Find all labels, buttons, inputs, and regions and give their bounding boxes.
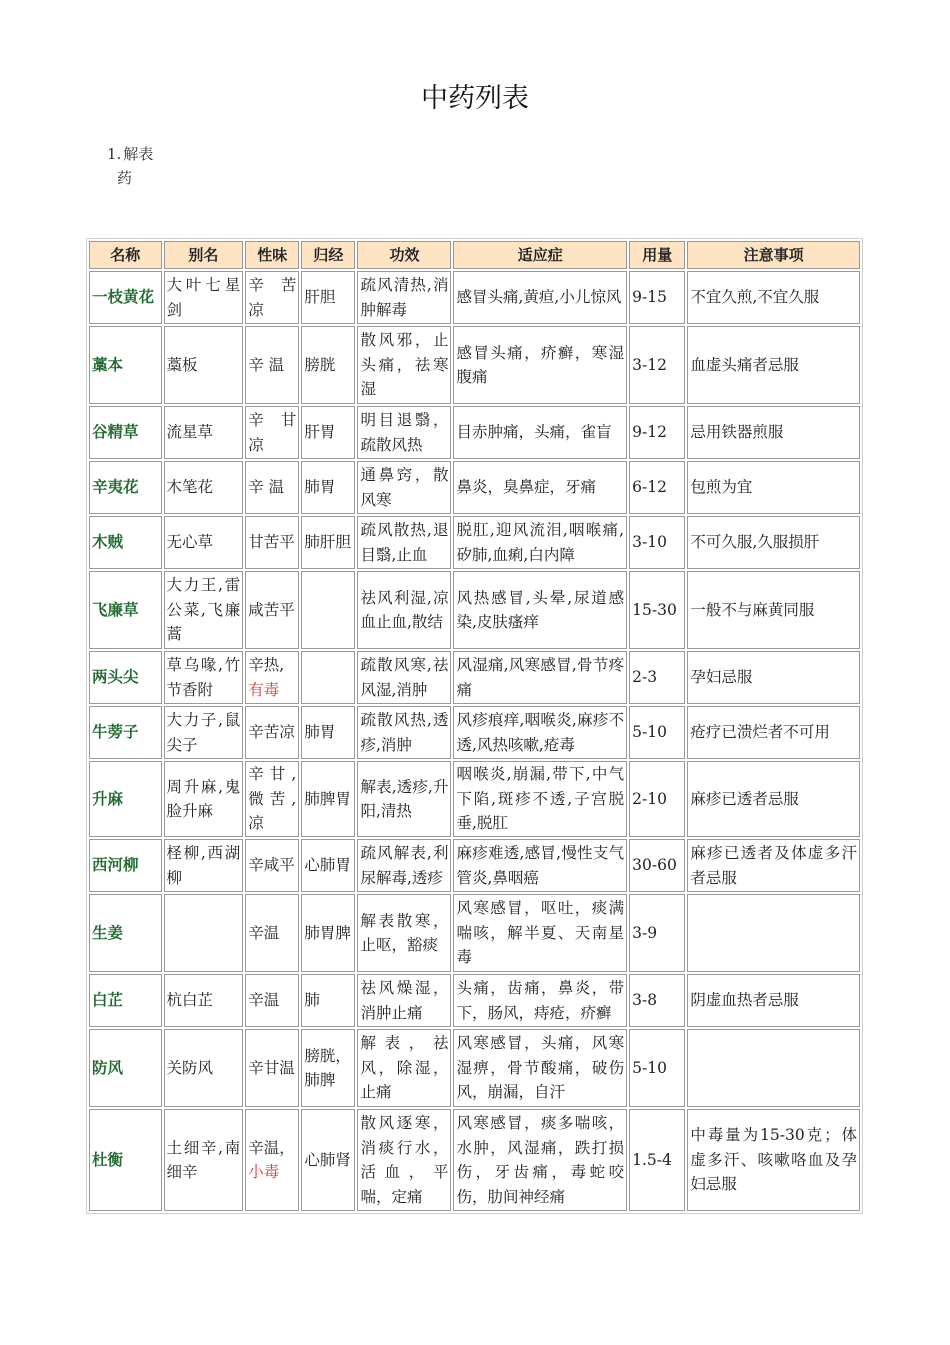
cell-effect [357, 406, 451, 459]
cell-nature [245, 461, 299, 514]
cell-indication [453, 706, 627, 759]
cell-meridian-text: 肝胆 [304, 288, 336, 307]
cell-meridian [301, 571, 355, 649]
cell-caution [687, 571, 860, 649]
cell-nature [245, 326, 299, 404]
header-effect: 功效 [357, 241, 451, 269]
cell-nature [245, 516, 299, 569]
cell-indication-text: 风寒感冒，头痛，风寒湿痹，骨节酸痛，破伤风，崩漏，自汗 [456, 1034, 625, 1102]
herb-table [86, 238, 863, 1214]
cell-dosage-text: 5-10 [632, 723, 667, 742]
cell-effect-text: 疏风清热,消肿解毒 [360, 276, 449, 319]
cell-effect [357, 974, 451, 1027]
cell-indication [453, 1029, 627, 1107]
cell-nature [245, 706, 299, 759]
cell-name [89, 894, 162, 972]
cell-alias-text: 杭白芷 [166, 991, 214, 1010]
table-row [89, 516, 860, 569]
cell-name-text: 藁本 [92, 355, 124, 374]
cell-alias-text: 关防风 [166, 1058, 214, 1077]
cell-nature-text: 辛温， [248, 1138, 295, 1157]
cell-dosage-text: 30-60 [632, 856, 677, 875]
cell-caution [687, 706, 860, 759]
cell-caution-text: 包煎为宜 [690, 478, 753, 497]
cell-caution-text: 一般不与麻黄同服 [690, 600, 815, 619]
cell-indication [453, 651, 627, 704]
cell-effect-text: 明目退翳，疏散风热 [360, 411, 449, 454]
cell-caution [687, 461, 860, 514]
cell-meridian [301, 271, 355, 324]
cell-name-text: 升麻 [92, 789, 124, 808]
cell-dosage-text: 2-3 [632, 668, 658, 687]
section-title-line1: 解表 [123, 145, 154, 163]
cell-effect [357, 706, 451, 759]
cell-indication [453, 761, 627, 837]
cell-effect [357, 1029, 451, 1107]
cell-indication-text: 风湿痛,风寒感冒,骨节疼痛 [456, 656, 625, 699]
cell-indication [453, 974, 627, 1027]
cell-indication [453, 1109, 627, 1211]
cell-meridian [301, 706, 355, 759]
cell-alias [164, 1109, 244, 1211]
cell-dosage [629, 516, 685, 569]
cell-effect-text: 疏风散热,退目翳,止血 [360, 521, 449, 564]
cell-effect [357, 461, 451, 514]
cell-alias [164, 406, 244, 459]
page-title: 中药列表 [421, 83, 529, 114]
cell-dosage-text: 2-10 [632, 789, 667, 808]
cell-effect [357, 571, 451, 649]
cell-alias-text: 流星草 [166, 423, 214, 442]
cell-nature [245, 1029, 299, 1107]
cell-alias [164, 974, 244, 1027]
cell-name [89, 326, 162, 404]
cell-indication [453, 326, 627, 404]
cell-dosage [629, 839, 685, 892]
cell-alias [164, 706, 244, 759]
cell-indication [453, 461, 627, 514]
cell-alias [164, 271, 244, 324]
cell-caution [687, 326, 860, 404]
cell-caution-text: 不宜久煎,不宜久服 [690, 288, 820, 307]
cell-indication-text: 感冒头痛，疥癣，寒湿腹痛 [456, 343, 625, 386]
cell-alias [164, 839, 244, 892]
cell-dosage [629, 894, 685, 972]
cell-name [89, 406, 162, 459]
cell-name [89, 706, 162, 759]
cell-nature-text: 辛甘温 [248, 1058, 295, 1077]
cell-indication-text: 咽喉炎,崩漏,带下,中气下陷,斑疹不透,子宫脱垂,脱肛 [456, 765, 625, 833]
cell-indication-text: 感冒头痛,黄疸,小儿惊风 [456, 288, 622, 307]
cell-caution-text: 不可久服,久服损肝 [690, 533, 820, 552]
cell-dosage-text: 5-10 [632, 1058, 667, 1077]
cell-indication [453, 516, 627, 569]
cell-name-text: 牛蒡子 [92, 723, 139, 742]
cell-effect-text: 解表，祛风，除湿，止痛 [360, 1034, 449, 1102]
cell-caution [687, 651, 860, 704]
header-alias: 别名 [164, 241, 244, 269]
cell-indication-text: 麻疹难透,感冒,慢性支气管炎,鼻咽癌 [456, 844, 625, 887]
toxicity-note: 有毒 [248, 680, 280, 699]
cell-nature [245, 271, 299, 324]
table-body [89, 271, 860, 1211]
cell-nature-text: 辛苦凉 [248, 723, 295, 742]
cell-dosage [629, 571, 685, 649]
cell-meridian [301, 651, 355, 704]
cell-name [89, 1109, 162, 1211]
cell-name-text: 白芷 [92, 991, 124, 1010]
cell-nature-text: 咸苦平 [248, 600, 295, 619]
cell-caution [687, 271, 860, 324]
cell-indication-text: 风寒感冒，痰多喘咳，水肿，风湿痛，跌打损伤，牙齿痛，毒蛇咬伤，肋间神经痛 [456, 1114, 625, 1206]
cell-name [89, 461, 162, 514]
cell-meridian [301, 761, 355, 837]
cell-effect-text: 通鼻窍，散风寒 [360, 466, 449, 509]
cell-dosage-text: 1.5-4 [632, 1150, 672, 1169]
cell-effect [357, 1109, 451, 1211]
cell-name [89, 516, 162, 569]
cell-indication-text: 风热感冒,头晕,尿道感染,皮肤瘙痒 [456, 588, 625, 631]
cell-nature-text: 辛热, [248, 656, 285, 674]
table-row [89, 894, 860, 972]
cell-meridian-text: 心肺肾 [304, 1150, 351, 1169]
cell-dosage [629, 706, 685, 759]
cell-nature [245, 1109, 299, 1211]
cell-meridian-text: 肺胃 [304, 723, 336, 742]
cell-alias-text: 周升麻,鬼脸升麻 [166, 777, 241, 820]
cell-meridian [301, 406, 355, 459]
cell-indication-text: 风寒感冒，呕吐，痰满喘咳，解半夏、天南星毒 [456, 899, 625, 967]
cell-name-text: 木贼 [92, 533, 124, 552]
table-row [89, 406, 860, 459]
cell-caution [687, 974, 860, 1027]
cell-caution [687, 406, 860, 459]
cell-caution [687, 516, 860, 569]
cell-nature-text: 辛 温 [248, 478, 285, 497]
cell-name-text: 杜衡 [92, 1150, 124, 1169]
cell-dosage-text: 9-12 [632, 423, 667, 442]
cell-effect-text: 解表,透疹,升阳,清热 [360, 777, 449, 820]
cell-meridian [301, 1109, 355, 1211]
cell-meridian-text: 肺肝胆 [304, 533, 351, 552]
cell-nature-text: 辛 苦凉 [248, 276, 297, 319]
table-row [89, 461, 860, 514]
cell-dosage [629, 271, 685, 324]
cell-alias-text: 柽柳,西湖柳 [166, 844, 241, 887]
cell-effect-text: 祛风利湿,凉血止血,散结 [360, 588, 449, 631]
cell-nature [245, 839, 299, 892]
cell-effect-text: 散风逐寒，消痰行水，活血，平喘，定痛 [360, 1114, 449, 1206]
cell-name [89, 271, 162, 324]
cell-dosage [629, 651, 685, 704]
cell-caution [687, 761, 860, 837]
cell-alias [164, 516, 244, 569]
cell-effect [357, 516, 451, 569]
cell-name [89, 974, 162, 1027]
cell-caution [687, 839, 860, 892]
cell-caution-text: 麻疹已透者忌服 [690, 789, 799, 808]
cell-name [89, 761, 162, 837]
cell-dosage-text: 3-10 [632, 533, 667, 552]
table-row [89, 1029, 860, 1107]
cell-meridian-text: 心肺胃 [304, 856, 351, 875]
cell-indication [453, 406, 627, 459]
cell-effect [357, 839, 451, 892]
table-row [89, 761, 860, 837]
cell-effect [357, 894, 451, 972]
cell-meridian-text: 膀胱 [304, 355, 336, 374]
cell-indication [453, 571, 627, 649]
cell-indication [453, 271, 627, 324]
table-header-row [89, 241, 860, 269]
cell-name-text: 防风 [92, 1058, 124, 1077]
cell-nature-text: 辛 温 [248, 355, 285, 374]
cell-name [89, 839, 162, 892]
cell-nature-text: 辛温 [248, 923, 280, 942]
section-title-line2: 药 [117, 169, 133, 187]
cell-alias [164, 894, 244, 972]
cell-caution-text: 血虚头痛者忌服 [690, 355, 799, 374]
cell-effect-text: 解表散寒，止呕，豁痰 [360, 911, 449, 954]
table-row [89, 651, 860, 704]
toxicity-note: 小毒 [248, 1163, 280, 1181]
cell-effect-text: 疏风解表,利尿解毒,透疹 [360, 844, 449, 887]
cell-name [89, 1029, 162, 1107]
cell-caution-text: 忌用铁器煎服 [690, 423, 784, 442]
cell-alias [164, 461, 244, 514]
cell-dosage [629, 761, 685, 837]
cell-effect-text: 祛风燥湿，消肿止痛 [360, 979, 449, 1022]
cell-nature [245, 974, 299, 1027]
cell-meridian [301, 461, 355, 514]
cell-nature [245, 894, 299, 972]
cell-dosage [629, 461, 685, 514]
cell-name-text: 两头尖 [92, 668, 139, 687]
header-meridian: 归经 [301, 241, 355, 269]
cell-dosage-text: 3-8 [632, 991, 658, 1010]
cell-nature [245, 651, 299, 704]
cell-dosage-text: 3-9 [632, 923, 658, 942]
header-indication: 适应症 [453, 241, 627, 269]
cell-caution [687, 1029, 860, 1107]
cell-caution-text: 疮疗已溃烂者不可用 [690, 723, 830, 742]
cell-effect-text: 疏散风寒,祛风湿,消肿 [360, 656, 449, 699]
cell-effect [357, 651, 451, 704]
cell-caution-text: 阴虚血热者忌服 [690, 991, 799, 1010]
table-row [89, 839, 860, 892]
cell-alias [164, 1029, 244, 1107]
cell-nature [245, 406, 299, 459]
cell-nature-text: 辛甘,微苦,凉 [248, 765, 297, 833]
cell-indication [453, 894, 627, 972]
table-row [89, 571, 860, 649]
cell-name-text: 辛夷花 [92, 478, 139, 497]
cell-meridian [301, 1029, 355, 1107]
cell-nature-text: 甘苦平 [248, 533, 295, 552]
header-caution: 注意事项 [687, 241, 860, 269]
section-heading [107, 142, 167, 190]
cell-alias-text: 藁板 [166, 355, 198, 374]
cell-caution-text: 麻疹已透者及体虚多汗者忌服 [690, 844, 857, 887]
cell-meridian [301, 894, 355, 972]
cell-dosage [629, 326, 685, 404]
cell-meridian-text: 肺胃 [304, 478, 336, 497]
cell-meridian-text: 肺胃脾 [304, 923, 351, 942]
cell-alias [164, 571, 244, 649]
section-number: 1. [107, 145, 122, 163]
header-name: 名称 [89, 241, 162, 269]
cell-meridian [301, 974, 355, 1027]
cell-alias-text: 大力王,雷公菜,飞廉蒿 [166, 576, 241, 644]
cell-meridian-text: 肝胃 [304, 423, 336, 442]
cell-dosage-text: 15-30 [632, 600, 677, 619]
cell-meridian [301, 326, 355, 404]
cell-meridian [301, 839, 355, 892]
cell-name-text: 生姜 [92, 923, 124, 942]
cell-alias [164, 326, 244, 404]
cell-indication-text: 鼻炎，臭鼻症，牙痛 [456, 478, 596, 497]
table-row [89, 974, 860, 1027]
cell-meridian-text: 肺脾胃 [304, 789, 351, 808]
cell-meridian-text: 膀胱，肺脾 [304, 1046, 351, 1089]
cell-indication-text: 目赤肿痛，头痛，雀盲 [456, 423, 612, 442]
cell-dosage-text: 6-12 [632, 478, 667, 497]
cell-indication-text: 头痛，齿痛，鼻炎，带下，肠风，痔疮，疥癣 [456, 979, 625, 1022]
cell-caution-text: 孕妇忌服 [690, 668, 753, 687]
cell-name-text: 一枝黄花 [92, 288, 155, 307]
header-nature: 性味 [245, 241, 299, 269]
cell-caution-text: 中毒量为15-30克；体虚多汗、咳嗽咯血及孕妇忌服 [690, 1126, 857, 1194]
cell-dosage-text: 9-15 [632, 288, 667, 307]
cell-dosage [629, 1109, 685, 1211]
cell-nature-text: 辛 甘凉 [248, 411, 297, 454]
cell-alias [164, 651, 244, 704]
cell-nature [245, 761, 299, 837]
cell-nature [245, 571, 299, 649]
cell-effect-text: 疏散风热,透疹,消肿 [360, 711, 449, 754]
cell-meridian [301, 516, 355, 569]
cell-alias-text: 草乌喙,竹节香附 [166, 656, 241, 699]
cell-dosage-text: 3-12 [632, 355, 667, 374]
cell-caution [687, 1109, 860, 1211]
cell-meridian-text: 肺 [304, 991, 320, 1010]
cell-dosage [629, 974, 685, 1027]
cell-alias-text: 大叶七星剑 [166, 276, 241, 319]
cell-indication-text: 风疹痕痒,咽喉炎,麻疹不透,风热咳嗽,疮毒 [456, 711, 625, 754]
cell-nature-text: 辛温 [248, 991, 280, 1010]
cell-nature-text: 辛咸平 [248, 856, 295, 875]
cell-alias [164, 761, 244, 837]
cell-dosage [629, 406, 685, 459]
cell-effect-text: 散风邪，止头痛，祛寒湿 [360, 331, 449, 399]
cell-dosage [629, 1029, 685, 1107]
cell-effect [357, 761, 451, 837]
cell-alias-text: 无心草 [166, 533, 214, 552]
header-dosage: 用量 [629, 241, 685, 269]
cell-indication [453, 839, 627, 892]
cell-indication-text: 脱肛,迎风流泪,咽喉痛,矽肺,血痢,白内障 [456, 521, 625, 564]
table-row [89, 706, 860, 759]
cell-name-text: 西河柳 [92, 856, 139, 875]
table-row [89, 271, 860, 324]
cell-effect [357, 326, 451, 404]
cell-alias-text: 大力子,鼠尖子 [166, 711, 241, 754]
cell-effect [357, 271, 451, 324]
cell-name-text: 谷精草 [92, 423, 139, 442]
cell-alias-text: 土细辛,南细辛 [166, 1138, 241, 1181]
table-row [89, 326, 860, 404]
cell-caution [687, 894, 860, 972]
cell-name [89, 651, 162, 704]
cell-name [89, 571, 162, 649]
table-row [89, 1109, 860, 1211]
cell-name-text: 飞廉草 [92, 600, 139, 619]
cell-alias-text: 木笔花 [166, 478, 214, 497]
